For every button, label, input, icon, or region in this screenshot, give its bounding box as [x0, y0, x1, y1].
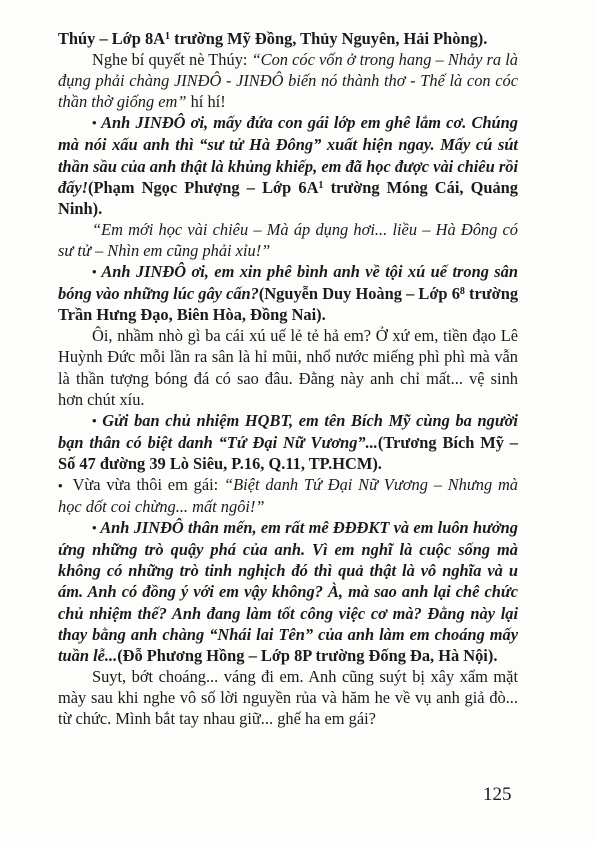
- paragraph-letter: [58, 261, 518, 325]
- signature: trường Móng Cái, Quảng Ninh).: [58, 177, 518, 218]
- reply-verse: “Con cóc vốn ở trong hang – Nhảy ra là đụng phải chàng JINĐÔ - JINĐÔ biến nó thành thơ - Thế là con cóc thần thờ giống em”: [58, 50, 518, 112]
- reply-verse: “Biệt danh Tứ Đại Nữ Vương – Nhưng mà học dốt coi chừng... mất ngôi!”: [58, 474, 518, 517]
- signature: (Trương Bích Mỹ – Số 47 đường 39 Lò Siêu, P.16, Q.11, TP.HCM).: [58, 432, 519, 473]
- reply-text: hí hí!: [186, 92, 226, 112]
- signature: (Phạm Ngọc Phượng – Lớp 6A: [88, 177, 319, 197]
- signature: (Nguyễn Duy Hoàng – Lớp 6: [258, 284, 460, 304]
- bullet-icon: •: [92, 412, 97, 428]
- bullet-icon: •: [92, 520, 97, 536]
- signature: (Đỗ Phương Hồng – Lớp 8P trường Đống Đa, Hà Nội).: [117, 645, 498, 665]
- superscript: 1: [318, 179, 324, 191]
- paragraph-reply: [58, 474, 518, 517]
- page-text: [58, 28, 518, 729]
- letter-text: Anh JINĐÔ ơi, mấy đứa con gái lớp em ghê lắm cơ. Chúng mà nói xấu anh thì “sư tử Hà Đông” xuất hiện ngay. Mấy cú sút thần sầu của anh thật là khủng khiếp, em đã học được vài chiêu rồi đấy!: [58, 113, 518, 197]
- superscript: 1: [165, 31, 171, 42]
- paragraph-letter: [58, 410, 518, 474]
- page-number: 125: [483, 784, 512, 805]
- letter-text: Anh JINĐÔ ơi, em xin phê bình anh về tội xú uế trong sân bóng vào những lúc gây cấn?: [58, 262, 518, 304]
- paragraph-reply: [58, 325, 518, 409]
- signature: Thúy – Lớp 8A: [58, 29, 166, 48]
- reply-verse: “Em mới học vài chiêu – Mà áp dụng hơi... liều – Hà Đông có sư tử – Nhìn em cũng phải xỉu!”: [58, 219, 518, 260]
- paragraph-letter: [58, 517, 518, 666]
- bullet-icon: •: [92, 115, 97, 131]
- signature: trường Mỹ Đồng, Thủy Nguyên, Hải Phòng).: [170, 29, 488, 48]
- stray-mark-icon: •: [58, 477, 63, 493]
- superscript: 8: [459, 286, 465, 298]
- paragraph-letter: [58, 112, 518, 218]
- paragraph-reply: [58, 49, 518, 112]
- letter-text: Anh JINĐÔ thân mến, em rất mê ĐĐĐKT và em luôn hưởng ứng những trò quậy phá của anh. Vì em nghĩ là cuộc sống mà không có những trò tinh nghịch đó thì quả thật là vô nghĩa và u ám. Anh có đồng ý với em vậy không? À, mà sao anh lại chê chức chủ nhiệm thế? Anh đang làm tốt công việc cơ mà? Đằng này lại thay bằng anh chàng “Nhái lai Tên” của anh làm em choáng mấy tuần lễ...: [58, 518, 518, 665]
- paragraph-reply: [58, 219, 518, 261]
- bullet-icon: •: [92, 264, 97, 280]
- reply-text: Nghe bí quyết nè Thúy:: [92, 50, 252, 70]
- reply-text: Vừa vừa thôi em gái:: [72, 474, 225, 494]
- paragraph-reply: [58, 666, 518, 729]
- reply-text: Ôi, nhầm nhò gì ba cái xú uế lẻ tẻ hả em? Ở xứ em, tiền đạo Lê Huỳnh Đức mỗi lần ra sân là hỉ mũi, nhổ nước miếng phì phì mà vẫn là thần tượng bóng đá có sao đâu. Đằng này anh chỉ mất... vệ sinh hơn chút xíu.: [58, 326, 518, 409]
- letter-text: Gửi ban chủ nhiệm HQBT, em tên Bích Mỹ cùng ba người bạn thân có biệt danh “Tứ Đại Nữ Vương”...: [58, 410, 518, 452]
- reply-text: Suyt, bớt choáng... váng đi em. Anh cũng suýt bị xây xẩm mặt mày sau khi nghe vô số lời nguyền rủa và hăm he về vụ anh giả đò... từ chức. Mình bắt tay nhau giữ... ghế ha em gái?: [58, 666, 518, 728]
- signature: trường Trần Hưng Đạo, Biên Hòa, Đồng Nai).: [58, 284, 519, 325]
- paragraph-letter-end: [58, 28, 518, 49]
